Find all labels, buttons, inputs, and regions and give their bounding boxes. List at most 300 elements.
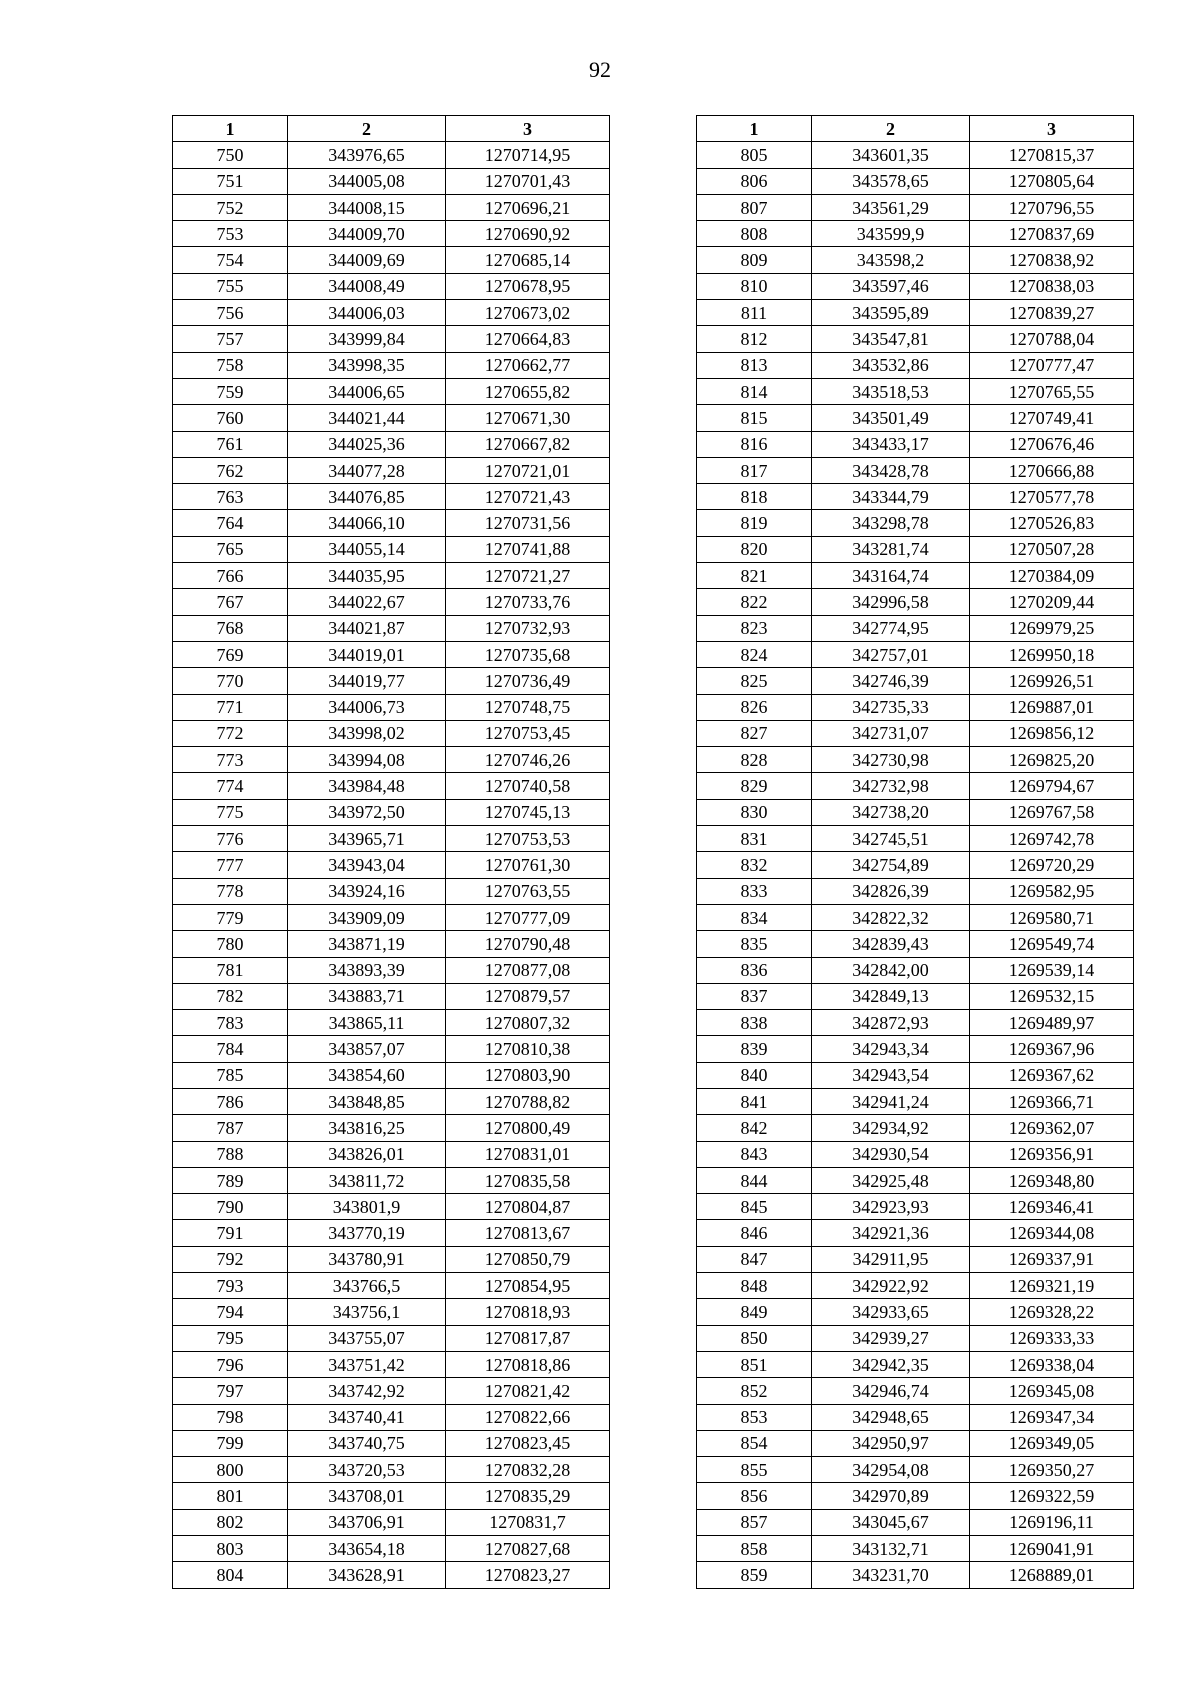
x-coordinate-cell: 343433,17 [812,431,970,457]
x-coordinate-cell: 343428,78 [812,457,970,483]
point-number-cell: 754 [173,247,288,273]
y-coordinate-cell: 1270837,69 [970,221,1134,247]
x-coordinate-cell: 342996,58 [812,589,970,615]
x-coordinate-cell: 342921,36 [812,1220,970,1246]
x-coordinate-cell: 342943,34 [812,1036,970,1062]
x-coordinate-cell: 344006,65 [288,378,446,404]
y-coordinate-cell: 1270673,02 [446,300,610,326]
x-coordinate-cell: 344019,01 [288,641,446,667]
point-number-cell: 821 [697,563,812,589]
table-row [697,1141,1134,1167]
y-coordinate-cell: 1270823,27 [446,1562,610,1588]
table-row [697,931,1134,957]
x-coordinate-cell: 342942,35 [812,1351,970,1377]
coordinates-table-right-body [697,142,1134,1588]
y-coordinate-cell: 1269720,29 [970,852,1134,878]
table-row [173,378,610,404]
table-row [697,1088,1134,1114]
y-coordinate-cell: 1270667,82 [446,431,610,457]
point-number-cell: 828 [697,747,812,773]
table-row [697,615,1134,641]
x-coordinate-cell: 344019,77 [288,668,446,694]
x-coordinate-cell: 343595,89 [812,300,970,326]
y-coordinate-cell: 1270749,41 [970,405,1134,431]
y-coordinate-cell: 1270831,01 [446,1141,610,1167]
point-number-cell: 793 [173,1273,288,1299]
table-row [697,1351,1134,1377]
table-row [697,589,1134,615]
y-coordinate-cell: 1270701,43 [446,168,610,194]
point-number-cell: 854 [697,1430,812,1456]
table-row [173,1036,610,1062]
table-row [697,1115,1134,1141]
y-coordinate-cell: 1270735,68 [446,641,610,667]
y-coordinate-cell: 1270832,28 [446,1457,610,1483]
point-number-cell: 785 [173,1062,288,1088]
x-coordinate-cell: 343755,07 [288,1325,446,1351]
table-row [173,1141,610,1167]
x-coordinate-cell: 343756,1 [288,1299,446,1325]
point-number-cell: 778 [173,878,288,904]
y-coordinate-cell: 1270763,55 [446,878,610,904]
table-row [697,273,1134,299]
y-coordinate-cell: 1270835,29 [446,1483,610,1509]
table-row [697,510,1134,536]
table-row [173,247,610,273]
point-number-cell: 789 [173,1167,288,1193]
y-coordinate-cell: 1270209,44 [970,589,1134,615]
y-coordinate-cell: 1269362,07 [970,1115,1134,1141]
x-coordinate-cell: 342930,54 [812,1141,970,1167]
x-coordinate-cell: 342941,24 [812,1088,970,1114]
point-number-cell: 764 [173,510,288,536]
x-coordinate-cell: 342849,13 [812,983,970,1009]
y-coordinate-cell: 1269767,58 [970,799,1134,825]
table-row [173,1483,610,1509]
x-coordinate-cell: 342826,39 [812,878,970,904]
table-row [173,1220,610,1246]
x-coordinate-cell: 344022,67 [288,589,446,615]
point-number-cell: 819 [697,510,812,536]
x-coordinate-cell: 343994,08 [288,747,446,773]
y-coordinate-cell: 1270879,57 [446,983,610,1009]
y-coordinate-cell: 1270839,27 [970,300,1134,326]
y-coordinate-cell: 1270777,09 [446,904,610,930]
y-coordinate-cell: 1269582,95 [970,878,1134,904]
point-number-cell: 776 [173,826,288,852]
table-row [697,1299,1134,1325]
y-coordinate-cell: 1270805,64 [970,168,1134,194]
x-coordinate-cell: 342970,89 [812,1483,970,1509]
table-row [173,1325,610,1351]
point-number-cell: 805 [697,142,812,168]
point-number-cell: 770 [173,668,288,694]
x-coordinate-cell: 343164,74 [812,563,970,589]
y-coordinate-cell: 1270827,68 [446,1536,610,1562]
y-coordinate-cell: 1269549,74 [970,931,1134,957]
table-row [697,221,1134,247]
x-coordinate-cell: 343766,5 [288,1273,446,1299]
y-coordinate-cell: 1270740,58 [446,773,610,799]
y-coordinate-cell: 1270796,55 [970,194,1134,220]
point-number-cell: 758 [173,352,288,378]
point-number-cell: 845 [697,1194,812,1220]
point-number-cell: 822 [697,589,812,615]
y-coordinate-cell: 1270676,46 [970,431,1134,457]
x-coordinate-cell: 343518,53 [812,378,970,404]
y-coordinate-cell: 1269856,12 [970,720,1134,746]
table-row [173,352,610,378]
table-row [697,326,1134,352]
y-coordinate-cell: 1269196,11 [970,1509,1134,1535]
x-coordinate-cell: 343298,78 [812,510,970,536]
x-coordinate-cell: 343924,16 [288,878,446,904]
point-number-cell: 800 [173,1457,288,1483]
point-number-cell: 763 [173,484,288,510]
point-number-cell: 777 [173,852,288,878]
y-coordinate-cell: 1270815,37 [970,142,1134,168]
table-row [697,405,1134,431]
x-coordinate-cell: 343801,9 [288,1194,446,1220]
point-number-cell: 817 [697,457,812,483]
point-number-cell: 756 [173,300,288,326]
table-row [697,378,1134,404]
point-number-cell: 755 [173,273,288,299]
point-number-cell: 782 [173,983,288,1009]
x-coordinate-cell: 342746,39 [812,668,970,694]
y-coordinate-cell: 1269338,04 [970,1351,1134,1377]
table-row [697,300,1134,326]
y-coordinate-cell: 1268889,01 [970,1562,1134,1588]
table-row [173,1430,610,1456]
x-coordinate-cell: 343909,09 [288,904,446,930]
table-row [173,194,610,220]
y-coordinate-cell: 1269347,34 [970,1404,1134,1430]
table-row [173,1194,610,1220]
x-coordinate-cell: 343816,25 [288,1115,446,1141]
y-coordinate-cell: 1269539,14 [970,957,1134,983]
point-number-cell: 806 [697,168,812,194]
table-row [697,1325,1134,1351]
y-coordinate-cell: 1270384,09 [970,563,1134,589]
x-coordinate-cell: 343281,74 [812,536,970,562]
x-coordinate-cell: 343740,41 [288,1404,446,1430]
x-coordinate-cell: 343865,11 [288,1010,446,1036]
x-coordinate-cell: 343770,19 [288,1220,446,1246]
y-coordinate-cell: 1269333,33 [970,1325,1134,1351]
y-coordinate-cell: 1270731,56 [446,510,610,536]
point-number-cell: 818 [697,484,812,510]
y-coordinate-cell: 1270678,95 [446,273,610,299]
y-coordinate-cell: 1270854,95 [446,1273,610,1299]
x-coordinate-cell: 343854,60 [288,1062,446,1088]
y-coordinate-cell: 1270664,83 [446,326,610,352]
y-coordinate-cell: 1270788,04 [970,326,1134,352]
table-row [173,1509,610,1535]
table-row [173,615,610,641]
x-coordinate-cell: 343751,42 [288,1351,446,1377]
x-coordinate-cell: 342934,92 [812,1115,970,1141]
table-row [173,641,610,667]
table-row [173,1404,610,1430]
x-coordinate-cell: 344076,85 [288,484,446,510]
y-coordinate-cell: 1270823,45 [446,1430,610,1456]
y-coordinate-cell: 1270850,79 [446,1246,610,1272]
y-coordinate-cell: 1270790,48 [446,931,610,957]
x-coordinate-cell: 343811,72 [288,1167,446,1193]
table-row [173,799,610,825]
y-coordinate-cell: 1270838,92 [970,247,1134,273]
point-number-cell: 852 [697,1378,812,1404]
table-row [173,1273,610,1299]
y-coordinate-cell: 1270753,53 [446,826,610,852]
table-row [173,1088,610,1114]
table-row [173,484,610,510]
point-number-cell: 837 [697,983,812,1009]
point-number-cell: 859 [697,1562,812,1588]
table-row [697,1273,1134,1299]
y-coordinate-cell: 1269322,59 [970,1483,1134,1509]
y-coordinate-cell: 1270807,32 [446,1010,610,1036]
table-row [173,694,610,720]
table-row [697,747,1134,773]
y-coordinate-cell: 1270822,66 [446,1404,610,1430]
table-row [173,168,610,194]
table-row [697,799,1134,825]
x-coordinate-cell: 342774,95 [812,615,970,641]
point-number-cell: 803 [173,1536,288,1562]
y-coordinate-cell: 1270813,67 [446,1220,610,1246]
point-number-cell: 774 [173,773,288,799]
point-number-cell: 856 [697,1483,812,1509]
table-row [697,431,1134,457]
y-coordinate-cell: 1270877,08 [446,957,610,983]
point-number-cell: 849 [697,1299,812,1325]
x-coordinate-cell: 342933,65 [812,1299,970,1325]
point-number-cell: 850 [697,1325,812,1351]
point-number-cell: 751 [173,168,288,194]
x-coordinate-cell: 343598,2 [812,247,970,273]
table-row [173,1351,610,1377]
y-coordinate-cell: 1270696,21 [446,194,610,220]
x-coordinate-cell: 344021,44 [288,405,446,431]
x-coordinate-cell: 343597,46 [812,273,970,299]
y-coordinate-cell: 1270788,82 [446,1088,610,1114]
table-row [697,1536,1134,1562]
point-number-cell: 847 [697,1246,812,1272]
x-coordinate-cell: 342735,33 [812,694,970,720]
x-coordinate-cell: 343998,35 [288,352,446,378]
table-row [697,1483,1134,1509]
y-coordinate-cell: 1270818,86 [446,1351,610,1377]
point-number-cell: 811 [697,300,812,326]
x-coordinate-cell: 342946,74 [812,1378,970,1404]
x-coordinate-cell: 343231,70 [812,1562,970,1588]
x-coordinate-cell: 342923,93 [812,1194,970,1220]
y-coordinate-cell: 1270835,58 [446,1167,610,1193]
point-number-cell: 858 [697,1536,812,1562]
x-coordinate-cell: 343344,79 [812,484,970,510]
table-row [173,1536,610,1562]
x-coordinate-cell: 343045,67 [812,1509,970,1535]
x-coordinate-cell: 343561,29 [812,194,970,220]
column-header-2: 2 [288,116,446,142]
x-coordinate-cell: 343599,9 [812,221,970,247]
table-row [173,1115,610,1141]
x-coordinate-cell: 344006,03 [288,300,446,326]
point-number-cell: 753 [173,221,288,247]
table-row [173,457,610,483]
table-row [173,142,610,168]
y-coordinate-cell: 1269825,20 [970,747,1134,773]
x-coordinate-cell: 343742,92 [288,1378,446,1404]
x-coordinate-cell: 343871,19 [288,931,446,957]
column-header-1: 1 [173,116,288,142]
x-coordinate-cell: 344077,28 [288,457,446,483]
x-coordinate-cell: 343826,01 [288,1141,446,1167]
y-coordinate-cell: 1269348,80 [970,1167,1134,1193]
point-number-cell: 842 [697,1115,812,1141]
x-coordinate-cell: 342754,89 [812,852,970,878]
table-row [697,1220,1134,1246]
x-coordinate-cell: 344008,15 [288,194,446,220]
table-row [173,852,610,878]
table-row [697,1404,1134,1430]
table-row [697,694,1134,720]
table-row [173,1378,610,1404]
x-coordinate-cell: 343998,02 [288,720,446,746]
y-coordinate-cell: 1270507,28 [970,536,1134,562]
x-coordinate-cell: 342922,92 [812,1273,970,1299]
y-coordinate-cell: 1269926,51 [970,668,1134,694]
table-row [697,1036,1134,1062]
table-row [173,563,610,589]
y-coordinate-cell: 1270821,42 [446,1378,610,1404]
table-row [173,747,610,773]
table-row [173,878,610,904]
x-coordinate-cell: 344005,08 [288,168,446,194]
y-coordinate-cell: 1269950,18 [970,641,1134,667]
x-coordinate-cell: 342948,65 [812,1404,970,1430]
x-coordinate-cell: 344055,14 [288,536,446,562]
point-number-cell: 834 [697,904,812,930]
point-number-cell: 844 [697,1167,812,1193]
table-row [697,168,1134,194]
point-number-cell: 838 [697,1010,812,1036]
table-row [697,1457,1134,1483]
x-coordinate-cell: 342925,48 [812,1167,970,1193]
y-coordinate-cell: 1269337,91 [970,1246,1134,1272]
table-row [697,1194,1134,1220]
x-coordinate-cell: 343848,85 [288,1088,446,1114]
x-coordinate-cell: 343132,71 [812,1536,970,1562]
table-row [697,668,1134,694]
column-header-3: 3 [446,116,610,142]
point-number-cell: 784 [173,1036,288,1062]
table-row [173,1167,610,1193]
table-row [173,931,610,957]
x-coordinate-cell: 343972,50 [288,799,446,825]
y-coordinate-cell: 1269328,22 [970,1299,1134,1325]
point-number-cell: 846 [697,1220,812,1246]
table-row [173,1010,610,1036]
point-number-cell: 855 [697,1457,812,1483]
table-row [697,536,1134,562]
point-number-cell: 827 [697,720,812,746]
point-number-cell: 833 [697,878,812,904]
point-number-cell: 814 [697,378,812,404]
y-coordinate-cell: 1270732,93 [446,615,610,641]
y-coordinate-cell: 1270818,93 [446,1299,610,1325]
point-number-cell: 799 [173,1430,288,1456]
y-coordinate-cell: 1269367,96 [970,1036,1134,1062]
x-coordinate-cell: 342950,97 [812,1430,970,1456]
table-row [173,1246,610,1272]
y-coordinate-cell: 1270721,01 [446,457,610,483]
y-coordinate-cell: 1270817,87 [446,1325,610,1351]
x-coordinate-cell: 343976,65 [288,142,446,168]
y-coordinate-cell: 1269742,78 [970,826,1134,852]
table-row [173,1457,610,1483]
point-number-cell: 815 [697,405,812,431]
x-coordinate-cell: 343578,65 [812,168,970,194]
point-number-cell: 809 [697,247,812,273]
x-coordinate-cell: 344006,73 [288,694,446,720]
y-coordinate-cell: 1270655,82 [446,378,610,404]
point-number-cell: 768 [173,615,288,641]
column-header-1: 1 [697,116,812,142]
table-row [697,1062,1134,1088]
coordinates-table-left-body [173,142,610,1588]
x-coordinate-cell: 342745,51 [812,826,970,852]
table-row [697,878,1134,904]
x-coordinate-cell: 343780,91 [288,1246,446,1272]
table-row [697,352,1134,378]
y-coordinate-cell: 1270721,27 [446,563,610,589]
table-row [173,326,610,352]
x-coordinate-cell: 343501,49 [812,405,970,431]
table-row [173,904,610,930]
y-coordinate-cell: 1270666,88 [970,457,1134,483]
point-number-cell: 851 [697,1351,812,1377]
x-coordinate-cell: 342872,93 [812,1010,970,1036]
point-number-cell: 790 [173,1194,288,1220]
y-coordinate-cell: 1270690,92 [446,221,610,247]
y-coordinate-cell: 1270753,45 [446,720,610,746]
point-number-cell: 802 [173,1509,288,1535]
y-coordinate-cell: 1269887,01 [970,694,1134,720]
x-coordinate-cell: 343720,53 [288,1457,446,1483]
point-number-cell: 752 [173,194,288,220]
y-coordinate-cell: 1270777,47 [970,352,1134,378]
y-coordinate-cell: 1269979,25 [970,615,1134,641]
x-coordinate-cell: 342731,07 [812,720,970,746]
y-coordinate-cell: 1269356,91 [970,1141,1134,1167]
y-coordinate-cell: 1269532,15 [970,983,1134,1009]
y-coordinate-cell: 1270736,49 [446,668,610,694]
point-number-cell: 857 [697,1509,812,1535]
x-coordinate-cell: 344009,69 [288,247,446,273]
table-row [697,1378,1134,1404]
point-number-cell: 762 [173,457,288,483]
point-number-cell: 807 [697,194,812,220]
point-number-cell: 826 [697,694,812,720]
x-coordinate-cell: 343857,07 [288,1036,446,1062]
table-row [697,194,1134,220]
point-number-cell: 841 [697,1088,812,1114]
point-number-cell: 823 [697,615,812,641]
point-number-cell: 832 [697,852,812,878]
